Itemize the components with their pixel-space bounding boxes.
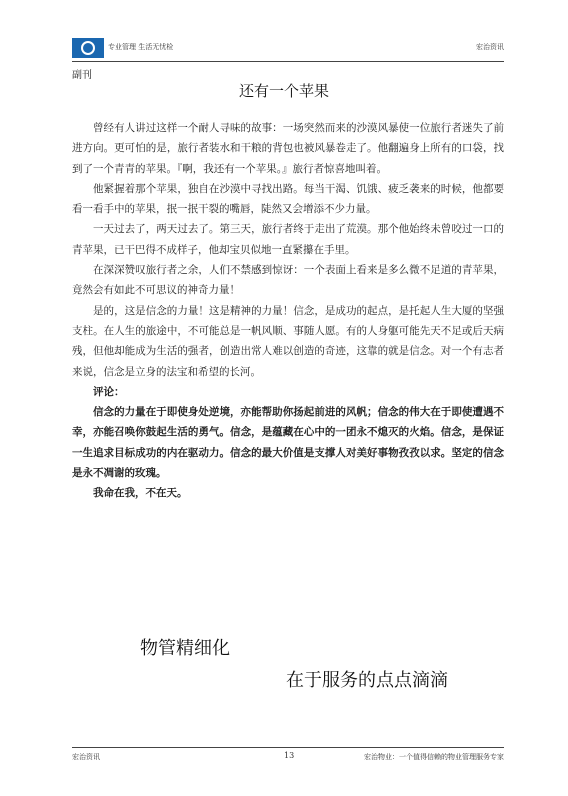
comment-heading: 评论： [93, 385, 125, 398]
page-number: 13 [284, 751, 295, 760]
paragraph: 曾经有人讲过这样一个耐人寻味的故事：一场突然而来的沙漠风暴使一位旅行者迷失了前进方向。更可怕的是，旅行者装水和干粮的背包也被风暴卷走了。他翻遍身上所有的口袋，找到了一个青青的苹果。『啊，我还有一个苹果。』旅行者惊喜地叫着。 [72, 122, 504, 175]
footer-left-text: 宏治资讯 [72, 753, 100, 761]
paragraph: 是的，这是信念的力量！这是精神的力量！信念，是成功的起点，是托起人生大厦的坚强支柱。在人生的旅途中，不可能总是一帆风顺、事随人愿。有的人身躯可能先天不足或后天病残，但他却能成为生活的强者，创造出常人难以创造的奇迹，这靠的就是信念。对一个有志者来说，信念是立身的法宝和希望的长河。 [72, 304, 504, 378]
footer-divider [72, 747, 504, 748]
article-body [72, 118, 504, 504]
paragraph: 他紧握着那个苹果，独自在沙漠中寻找出路。每当干渴、饥饿、疲乏袭来的时候，他都要看一看手中的苹果，抿一抿干裂的嘴唇，陡然又会增添不少力量。 [72, 182, 504, 216]
header-divider [72, 61, 504, 62]
feature-title-line1: 物管精细化 [140, 638, 230, 659]
header-slogan: 专业管理 生活无忧检 [108, 43, 174, 51]
page-header [72, 38, 504, 62]
comment-closing: 我命在我，不在天。 [93, 487, 188, 500]
company-logo [72, 38, 104, 58]
paragraph: 一天过去了，两天过去了。第三天，旅行者终于走出了荒漠。那个他始终未曾咬过一口的青苹果，已干巴得不成样子，他却宝贝似地一直紧攥在手里。 [72, 223, 504, 256]
article-title: 还有一个苹果 [238, 82, 329, 100]
paragraph: 在深深赞叹旅行者之余，人们不禁感到惊讶：一个表面上看来是多么微不足道的青苹果，竟然会有如此不可思议的神奇力量！ [72, 264, 504, 297]
footer-right-text: 宏治物业：一个值得信赖的物业管理服务专家 [364, 753, 504, 761]
feature-title-line2: 在于服务的点点滴滴 [286, 670, 448, 691]
comment-text: 信念的力量在于即使身处逆境，亦能帮助你扬起前进的风帆；信念的伟大在于即使遭遇不幸，亦能召唤你鼓起生活的勇气。信念，是蕴藏在心中的一团永不熄灭的火焰。信念，是保证一生追求目标成功的内在驱动力。信念的最大价值是支撑人对美好事物孜孜以求。坚定的信念是永不凋谢的玫瑰。 [72, 406, 504, 480]
page-footer [72, 752, 504, 766]
section-tag: 副刊 [72, 70, 92, 81]
header-right-text: 宏治资讯 [476, 43, 504, 51]
